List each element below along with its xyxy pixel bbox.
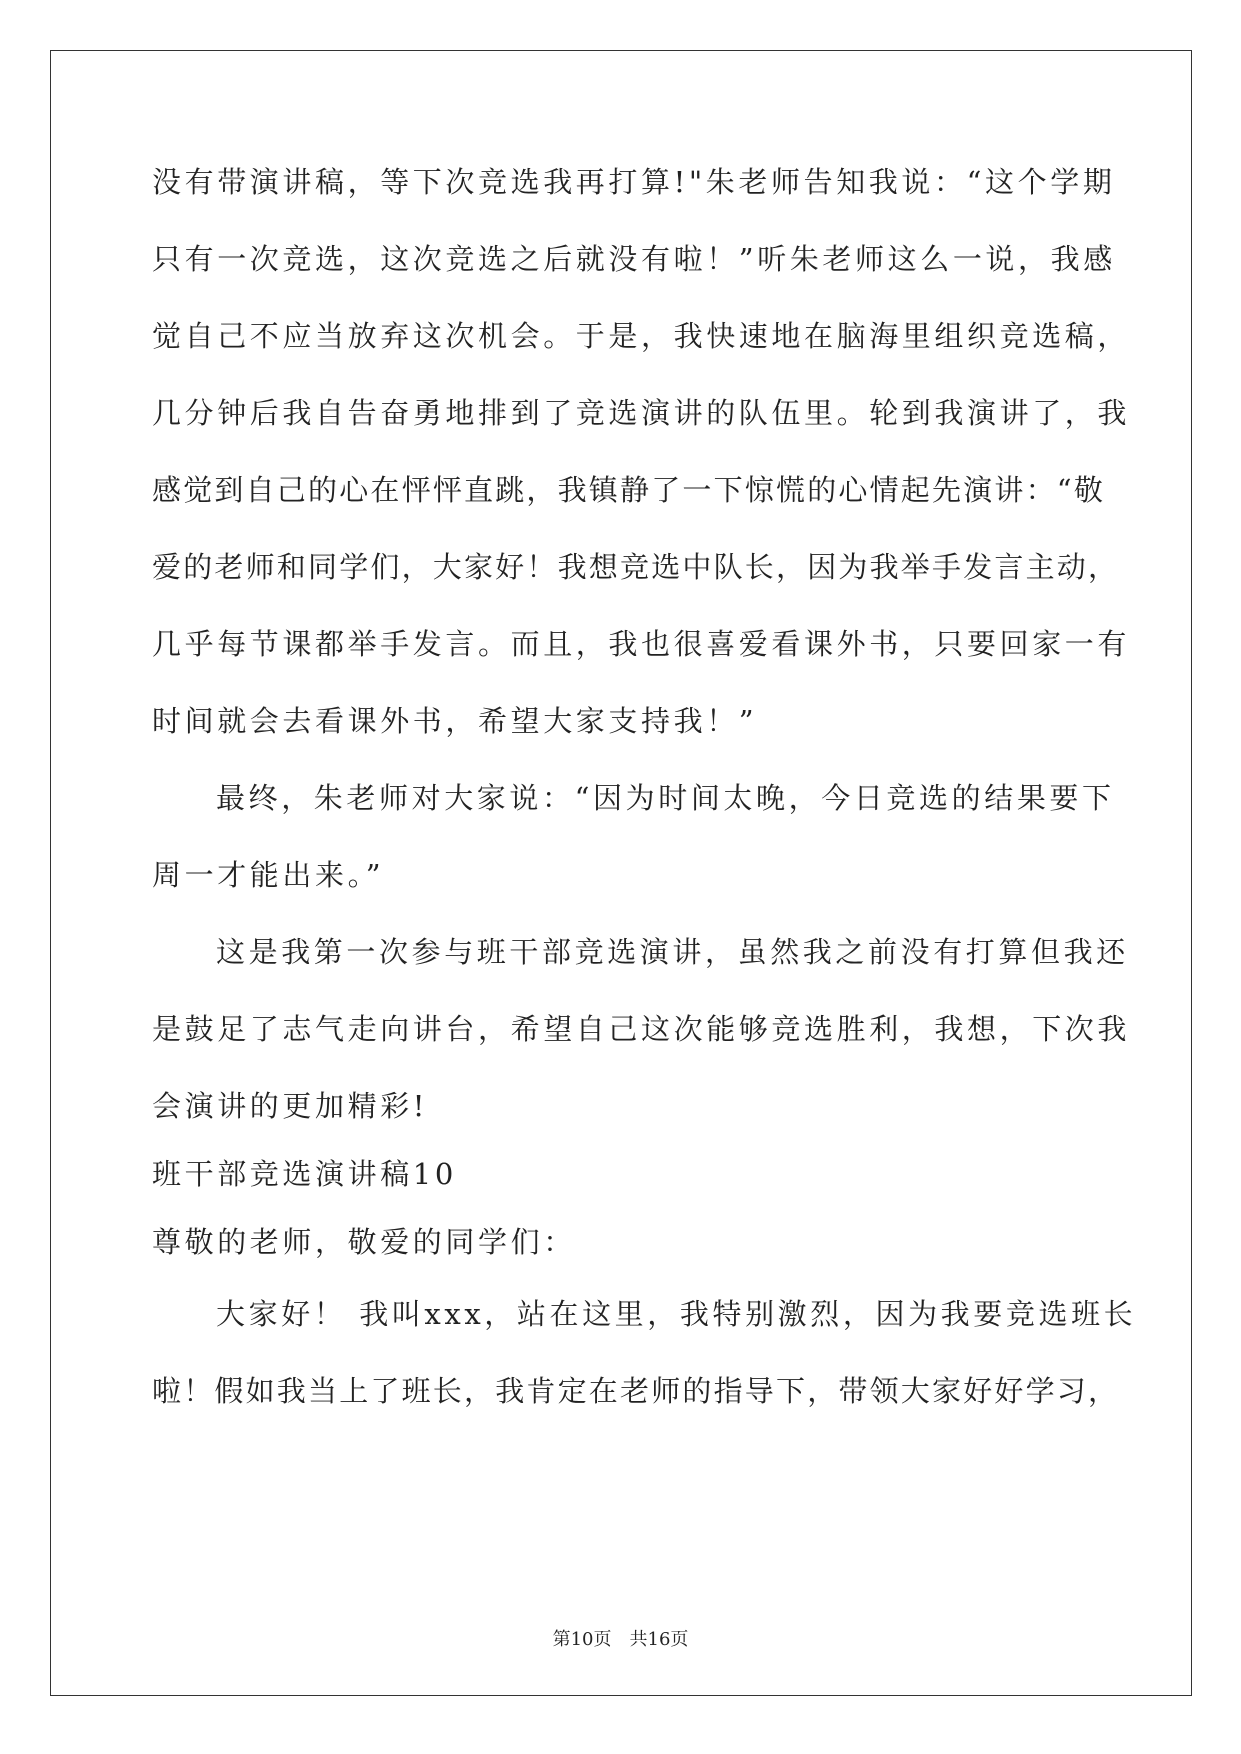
text-line: 感觉到自己的心在怦怦直跳，我镇静了一下惊慌的心情起先演讲：“敬 [152, 473, 1106, 507]
paragraph-start-line: 这是我第一次参与班干部竞选演讲，虽然我之前没有打算但我还 [216, 935, 1129, 969]
text-line: 觉自己不应当放弃这次机会。于是，我快速地在脑海里组织竞选稿， [152, 319, 1131, 353]
text-line: 爱的老师和同学们，大家好！我想竞选中队长，因为我举手发言主动， [152, 550, 1120, 584]
text-line: 时间就会去看课外书，希望大家支持我！” [152, 704, 758, 738]
text-line: 啦！假如我当上了班长，我肯定在老师的指导下，带领大家好好学习， [152, 1374, 1120, 1408]
paragraph-start-line: 最终，朱老师对大家说：“因为时间太晚，今日竞选的结果要下 [216, 781, 1115, 815]
salutation-line: 尊敬的老师，敬爱的同学们： [152, 1225, 576, 1259]
page-number-footer: 第10页 共16页 [552, 1629, 689, 1650]
text-line: 周一才能出来。” [152, 858, 385, 892]
text-line: 是鼓足了志气走向讲台，希望自己这次能够竞选胜利，我想，下次我 [152, 1012, 1131, 1046]
text-line: 只有一次竞选，这次竞选之后就没有啦！”听朱老师这么一说，我感 [152, 242, 1116, 276]
text-line: 会演讲的更加精彩! [152, 1089, 429, 1123]
paragraph-start-line: 大家好！ 我叫xxx，站在这里，我特别激烈，因为我要竞选班长 [216, 1297, 1137, 1331]
text-line: 几分钟后我自告奋勇地排到了竞选演讲的队伍里。轮到我演讲了，我 [152, 396, 1131, 430]
section-heading: 班干部竞选演讲稿10 [152, 1157, 457, 1191]
text-line: 几乎每节课都举手发言。而且，我也很喜爱看课外书，只要回家一有 [152, 627, 1131, 661]
text-line: 没有带演讲稿，等下次竞选我再打算!"朱老师告知我说：“这个学期 [152, 165, 1116, 199]
